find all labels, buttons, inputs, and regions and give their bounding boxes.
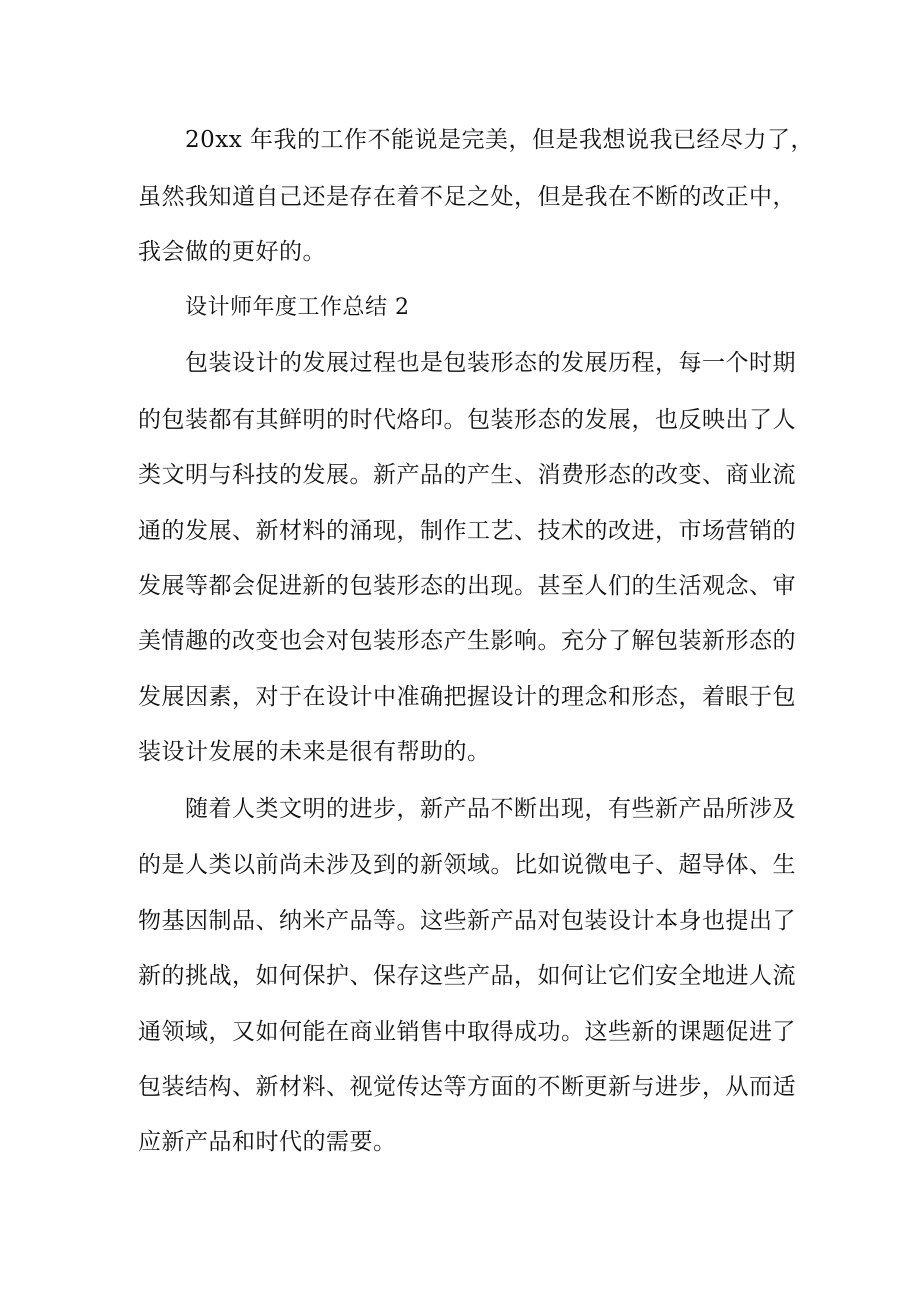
paragraph-3-line-6: 包装结构、新材料、视觉传达等方面的不断更新与进步，从而适 bbox=[138, 1074, 796, 1100]
paragraph-3-line-3: 物基因制品、纳米产品等。这些新产品对包装设计本身也提出了 bbox=[138, 908, 796, 934]
paragraph-2-line-7: 发展因素，对于在设计中准确把握设计的理念和形态，着眼于包 bbox=[138, 684, 796, 710]
paragraph-2-line-1: 包装设计的发展过程也是包装形态的发展历程，每一个时期 bbox=[185, 350, 796, 376]
paragraph-2-line-8: 装设计发展的未来是很有帮助的。 bbox=[138, 739, 491, 765]
paragraph-2-line-4: 通的发展、新材料的涌现，制作工艺、技术的改进，市场营销的 bbox=[138, 518, 796, 544]
section-heading: 设计师年度工作总结 2 bbox=[185, 295, 410, 320]
paragraph-1-line-3: 我会做的更好的。 bbox=[138, 239, 326, 265]
paragraph-2-line-6: 美情趣的改变也会对包装形态产生影响。充分了解包装新形态的 bbox=[138, 628, 796, 654]
paragraph-3-line-1: 随着人类文明的进步，新产品不断出现，有些新产品所涉及 bbox=[185, 796, 796, 822]
paragraph-3-line-2: 的是人类以前尚未涉及到的新领域。比如说微电子、超导体、生 bbox=[138, 852, 796, 878]
paragraph-1-line-1: 20xx 年我的工作不能说是完美，但是我想说我已经尽力了， bbox=[185, 127, 815, 153]
paragraph-3-line-7: 应新产品和时代的需要。 bbox=[138, 1129, 397, 1155]
paragraph-2-line-2: 的包装都有其鲜明的时代烙印。包装形态的发展，也反映出了人 bbox=[138, 407, 796, 433]
paragraph-3-line-4: 新的挑战，如何保护、保存这些产品，如何让它们安全地进人流 bbox=[138, 963, 796, 989]
paragraph-1-line-2: 虽然我知道自己还是存在着不足之处，但是我在不断的改正中， bbox=[138, 184, 796, 210]
paragraph-2-line-3: 类文明与科技的发展。新产品的产生、消费形态的改变、商业流 bbox=[138, 462, 796, 488]
paragraph-3-line-5: 通领域，又如何能在商业销售中取得成功。这些新的课题促进了 bbox=[138, 1019, 796, 1045]
paragraph-2-line-5: 发展等都会促进新的包装形态的出现。甚至人们的生活观念、审 bbox=[138, 573, 796, 599]
